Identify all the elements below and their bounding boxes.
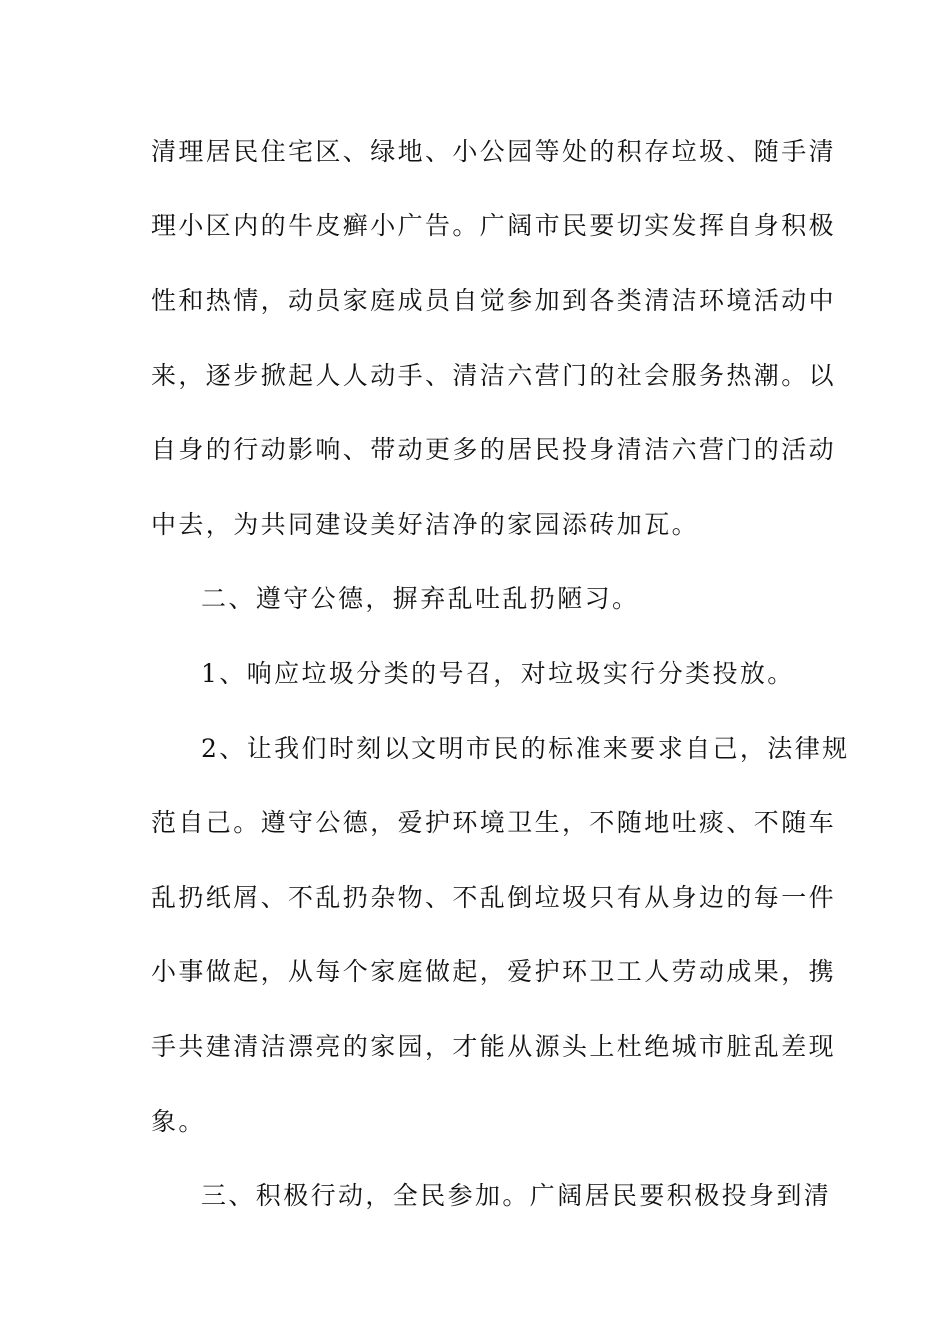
text-line-13: 手共建清洁漂亮的家园，才能从源头上杜绝城市脏乱差现	[151, 1032, 837, 1061]
text-line-12: 小事做起，从每个家庭做起，爱护环卫工人劳动成果，携	[151, 957, 837, 986]
text-line-5: 自身的行动影响、带动更多的居民投身清洁六营门的活动	[151, 435, 837, 464]
text-line-11: 乱扔纸屑、不乱扔杂物、不乱倒垃圾只有从身边的每一件	[151, 883, 837, 912]
text-line-6: 中去，为共同建设美好洁净的家园添砖加瓦。	[151, 510, 700, 539]
text-line-3: 性和热情，动员家庭成员自觉参加到各类清洁环境活动中	[151, 286, 837, 315]
section-heading-2: 二、遵守公德，摒弃乱吐乱扔陋习。	[201, 584, 640, 613]
text-line-10: 范自己。遵守公德，爱护环境卫生，不随地吐痰、不随车	[151, 808, 837, 837]
section-heading-3: 三、积极行动，全民参加。广阔居民要积极投身到清	[201, 1181, 832, 1210]
text-line-2: 理小区内的牛皮癣小广告。广阔市民要切实发挥自身积极	[151, 211, 837, 240]
text-line-14: 象。	[151, 1107, 206, 1136]
text-line-1: 清理居民住宅区、绿地、小公园等处的积存垃圾、随手清	[151, 137, 837, 166]
text-line-4: 来，逐步掀起人人动手、清洁六营门的社会服务热潮。以	[151, 361, 837, 390]
list-item-2: 2、让我们时刻以文明市民的标准来要求自己，法律规	[201, 734, 850, 763]
list-item-1: 1、响应垃圾分类的号召，对垃圾实行分类投放。	[201, 659, 795, 688]
